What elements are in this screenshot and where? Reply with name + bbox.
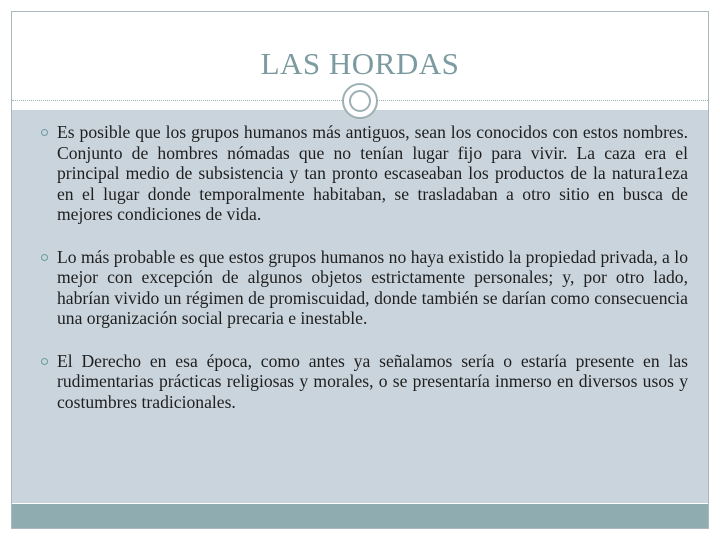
list-item [41,122,688,225]
bullet-list [41,122,688,434]
inner-circle-icon [349,90,371,112]
list-item [41,247,688,329]
bullet-text: Lo más probable es que estos grupos humanos no haya existido la propiedad privada, a lo mejor con excepción de algunos objetos estrictamente personales; y, por otro lado, habrían vivido un régimen de promiscuidad, donde también se darían como consecuencia una organización social precaria e inestable. [57,246,688,328]
bullet-text: Es posible que los grupos humanos más antiguos, sean los conocidos con estos nombres. Conjunto de hombres nómadas que no tenían lugar fijo para vivir. La caza era el principal medio de subsistencia y tan pronto escaseaban los productos de la natura1eza en el lugar donde temporalmente habitaban, se trasladaban a otro sitio en busca de mejores condiciones de vida. [57,122,688,224]
bullet-icon [41,129,48,136]
bullet-icon [41,358,48,365]
footer-bar [12,504,708,528]
bullet-text: El Derecho en esa época, como antes ya señalamos sería o estaría presente en las rudimentarias prácticas religiosas y morales, o se presentaría inmerso en diversos usos y costumbres tradicionales. [57,350,688,412]
bullet-icon [41,254,48,261]
slide [11,11,709,529]
circle-ornament-icon [342,83,378,119]
slide-title: LAS HORDAS [260,46,460,81]
list-item [41,351,688,413]
